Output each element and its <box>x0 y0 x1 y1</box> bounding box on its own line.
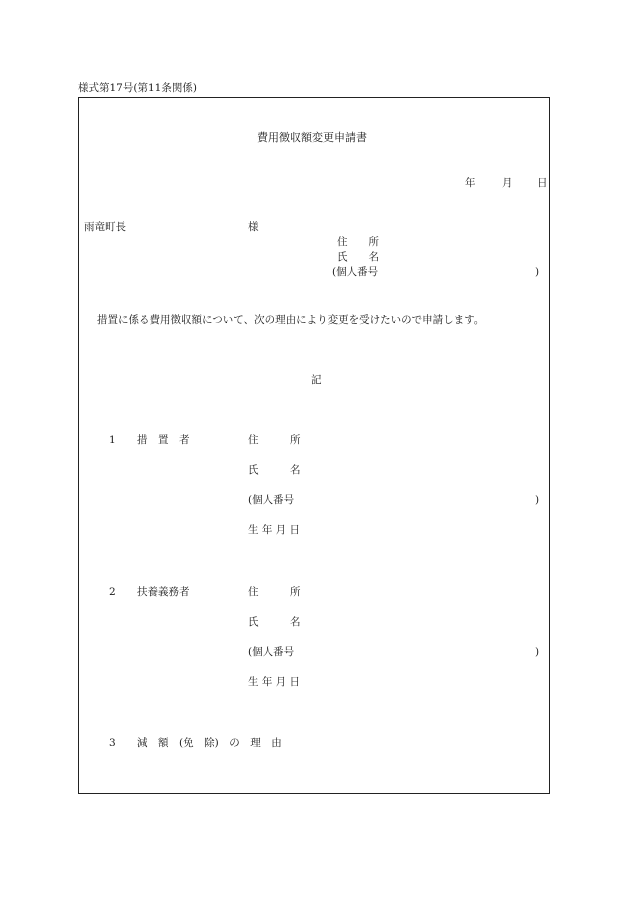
section-1-id-close: ) <box>535 494 540 506</box>
section-2-name-label: 氏 名 <box>248 616 301 628</box>
section-1-number: 1 <box>109 434 116 446</box>
addressee-name: 雨竜町長 <box>84 221 126 233</box>
section-2-birthdate-label: 生 年 月 日 <box>248 676 301 688</box>
section-1-id-open: (個人番号 <box>248 494 295 506</box>
ki-heading: 記 <box>311 374 322 386</box>
section-1-birthdate-label: 生 年 月 日 <box>248 524 301 536</box>
section-3-number: 3 <box>109 737 116 749</box>
section-1-address-label: 住 所 <box>248 434 301 446</box>
applicant-id-open: (個人番号 <box>332 266 379 278</box>
section-2-id-open: (個人番号 <box>248 646 295 658</box>
section-3-label: 減 額 (免 除) の 理 由 <box>137 737 282 749</box>
form-number: 様式第17号(第11条関係) <box>78 82 197 94</box>
section-2-number: 2 <box>109 586 116 598</box>
date-month: 月 <box>502 177 513 189</box>
form-title: 費用徴収額変更申請書 <box>257 131 367 144</box>
addressee-honorific: 様 <box>248 221 259 233</box>
statement: 措置に係る費用徴収額について、次の理由により変更を受けたいので申請します。 <box>97 314 485 326</box>
section-1-label: 措 置 者 <box>137 434 190 446</box>
date-day: 日 <box>537 177 548 189</box>
section-2-id-close: ) <box>535 646 540 658</box>
section-1-name-label: 氏 名 <box>248 464 301 476</box>
date-year: 年 <box>465 177 476 189</box>
applicant-id-close: ) <box>535 266 540 278</box>
applicant-address-label: 住 所 <box>337 236 379 248</box>
applicant-name-label: 氏 名 <box>337 251 379 263</box>
section-2-address-label: 住 所 <box>248 586 301 598</box>
section-2-label: 扶養義務者 <box>137 586 190 598</box>
